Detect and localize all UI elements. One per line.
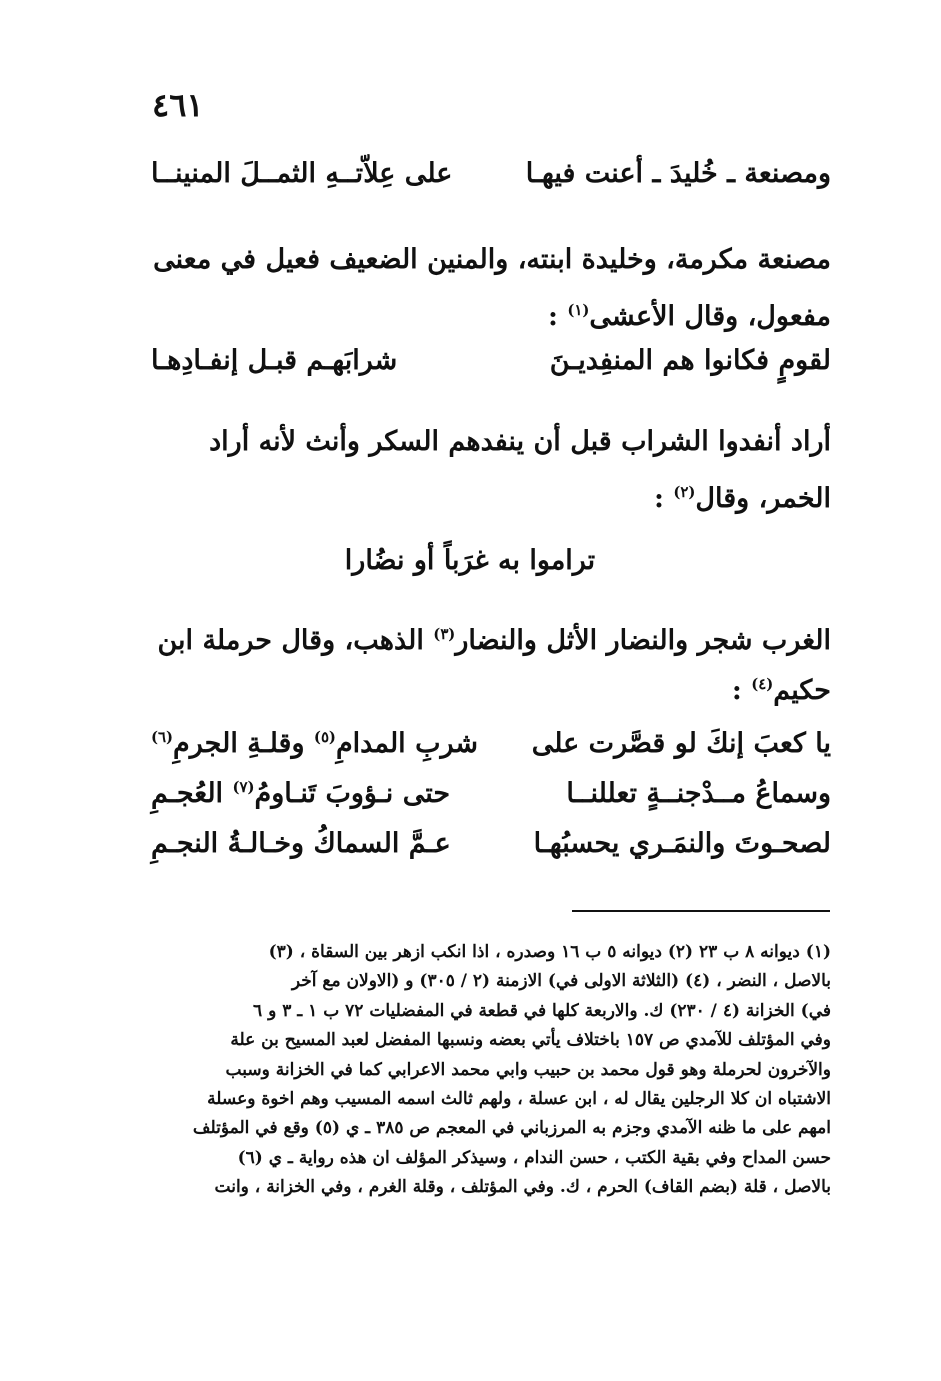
footnote-separator — [572, 910, 830, 912]
verse-2 — [151, 345, 831, 391]
poem-verse-1-part-a: شربِ المدامِ — [335, 728, 479, 759]
footnote-line: حسن المداح وفي بقية الكتب ، حسن الندام ، وسيذكر المؤلف ان هذه رواية ـ ي (٦) — [237, 1147, 831, 1168]
footnote-line: امهم على ما ظنه الآمدي وجزم به المرزباني في المعجم ص ٣٨٥ ـ ي (٥) وقع في المؤتلف — [192, 1118, 831, 1139]
footnote-ref-2: (٢) — [673, 483, 696, 501]
footnote-line: (١) ديوانه ٨ ب ٢٣ (٢) ديوانه ٥ ب ١٦ وصدره ، اذا انكب ازهر بين السقاة ، (٣) — [268, 942, 831, 962]
footnote-line: بالاصل ، النضر ، (٤) (الثلاثة الاولى في) الازمنة (٢ / ٣٠٥) و (الاولان مع آخر — [291, 971, 831, 992]
poem-verse-1-part-b: وقلـةِ الجرمِ — [173, 728, 305, 759]
footnote-line: وفي المؤتلف للآمدي ص ١٥٧ باختلاف يأتي بعضه ونسبها المفضل لعبد المسيح بن علة — [230, 1030, 831, 1051]
verse-2-second-hemistich: شرابَهـم قبـل إنفـادِهـا — [151, 345, 398, 376]
poem-verse-2-part-b: العُجـمِ — [151, 778, 224, 809]
poem-verse-3 — [151, 828, 831, 874]
footnotes — [151, 938, 831, 1203]
paragraph-1-line-2 — [151, 286, 831, 341]
paragraph-1-line-1: مصنعة مكرمة، وخليدة ابنته، والمنين الضعيف فعيل في معنى — [153, 244, 831, 275]
poem-verse-1-second-hemistich — [151, 728, 478, 759]
verse-1 — [151, 158, 831, 204]
footnote-line: والآخرون لحرملة وهو قول محمد بن حبيب وابي محمد الاعرابي كما في الخزانة وسبب — [225, 1059, 831, 1080]
footnote-ref-4: (٤) — [751, 675, 774, 693]
footnote-line: بالاصل ، قلة (بضم القاف) الحرم ، ك. وفي المؤتلف ، وقلة الغرم ، وفي الخزانة ، وانت — [214, 1177, 831, 1198]
poem-verse-2-first-hemistich: وسماعُ مــدْجنــةٍ تعللنــا — [566, 778, 831, 809]
paragraph-2-line-1: أراد أنفدوا الشراب قبل أن ينفدهم السكر وأنث لأنه أراد — [209, 426, 831, 457]
poem-verse-3-second-hemistich: عـمَّ السماكُ وخـالـةُ النجـمِ — [151, 828, 451, 859]
page-number: ٤٦١ — [152, 86, 204, 124]
paragraph-1-text: مفعول، وقال الأعشى — [589, 301, 831, 332]
colon: : — [547, 301, 558, 332]
poem-verse-1 — [151, 728, 831, 774]
footnote-ref-7: (٧) — [232, 778, 255, 796]
paragraph-2-text: الخمر، وقال — [695, 483, 831, 514]
footnote-ref-6: (٦) — [151, 728, 174, 746]
verse-1-first-hemistich: ومصنعة ـ خُليدَ ـ أعنت فيهـا — [525, 158, 831, 189]
colon: : — [654, 483, 664, 514]
paragraph-3-text-c: حكيم — [773, 675, 831, 706]
poem-verse-1-first-hemistich: يا كعبَ إنكَ لو قصَّرت على — [531, 728, 831, 759]
footnote-ref-3: (٣) — [433, 625, 456, 643]
paragraph-3-line-1 — [151, 610, 831, 665]
poem-verse-2-part-a: حتى نـؤوبَ تَنـاومُ — [254, 778, 451, 809]
poem-verse-3-first-hemistich: لصحـوتَ والنمَـري يحسبُهـا — [533, 828, 831, 859]
paragraph-3-line-2 — [151, 660, 831, 715]
poem-verse-2 — [151, 778, 831, 824]
paragraph-3-text-b: الذهب، وقال حرملة ابن — [157, 625, 424, 656]
poem-verse-2-second-hemistich — [151, 778, 450, 809]
footnote-line: في) الخزانة (٤ / ٢٣٠) ك. والاربعة كلها في قطعة في المفضليات ٧٢ ب ١ ـ ٣ و ٦ — [253, 1000, 831, 1021]
paragraph-3-text-a: الغرب شجر والنضار الأثل والنضار — [455, 625, 831, 656]
footnote-line: الاشتباه ان كلا الرجلين يقال له ، ابن عسلة ، ولهم ثالث اسمه المسيب وهم اخوة وعسلة — [207, 1089, 831, 1110]
paragraph-2-line-2 — [151, 468, 831, 523]
verse-2-first-hemistich: لقومٍ فكانوا هم المنفِديـنَ — [549, 345, 831, 376]
verse-1-second-hemistich: على عِلاّتــهِ الثمــلَ المنينــا — [151, 158, 453, 189]
footnote-ref-1: (١) — [567, 301, 590, 319]
half-verse: تراموا به غرَباً أو نضُارا — [344, 545, 596, 576]
colon: : — [731, 675, 742, 706]
footnote-ref-5: (٥) — [313, 728, 336, 746]
